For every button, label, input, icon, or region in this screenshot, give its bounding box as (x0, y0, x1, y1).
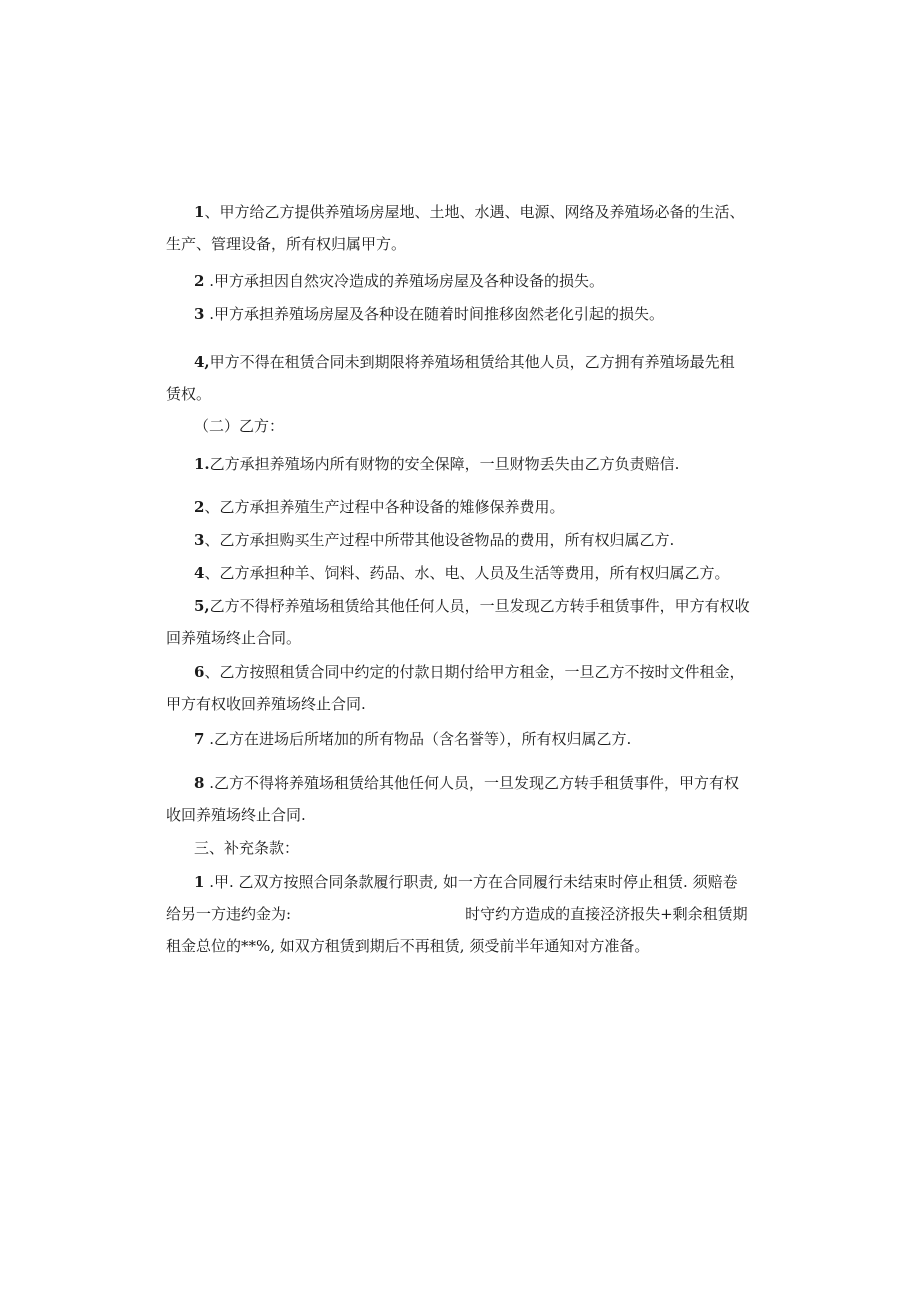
party-a-clause-3 (166, 298, 760, 330)
clause-number: 1 (194, 203, 205, 221)
clause-text: 生产、管理设备，所有权归属甲方。 (166, 235, 407, 253)
party-b-clause-7 (166, 723, 760, 755)
party-b-clause-6 (166, 656, 760, 720)
clause-text: .甲方承担因自然灾冷造成的养殖场房屋及各种设备的损失。 (204, 272, 604, 290)
clause-text: .甲方承担养殖场房屋及各种设在随着时间推移囱然老化引起的损失。 (204, 305, 664, 323)
party-a-clause-4 (166, 346, 760, 410)
clause-text: 赁权。 (166, 385, 212, 403)
clause-text: 乙方承担养殖场内所有财物的安全保障，一旦财物丢失由乙方负责赔信. (209, 455, 680, 473)
clause-number: 3 (194, 531, 205, 549)
clause-text: 时守约方造成的直接泾济报失+剩余租赁期 (465, 905, 748, 923)
section-heading: （二）乙方： (194, 417, 285, 435)
clause-text: 、乙方承担购买生产过程中所带其他设爸物品的费用，所有权归属乙方. (204, 531, 675, 549)
supplement-clause-1 (166, 866, 760, 962)
party-a-clause-2 (166, 265, 760, 297)
clause-text: 甲方有权收回养殖场终止合同. (166, 695, 366, 713)
clause-text: 乙方不得杼养殖场租赁给其他任何人员，一旦发现乙方转手租赁事件，甲方有权收 (209, 597, 750, 615)
party-b-clause-1 (166, 448, 760, 480)
party-b-clause-2 (166, 491, 760, 523)
clause-text: .甲. 乙双方按照合同条款履行职责, 如一方在合同履行未结束时停止租赁. 须赔卷 (204, 873, 738, 891)
clause-text: 、乙方承担种羊、饲料、药品、水、电、人员及生活等费用，所有权归属乙方。 (204, 564, 730, 582)
clause-text: 收回养殖场终止合同. (166, 806, 306, 824)
clause-text: 、甲方给乙方提供养殖场房屋地、土地、水遇、电源、网络及养殖场必备的生活、 (204, 203, 745, 221)
party-b-clause-4 (166, 557, 760, 589)
clause-text: .乙方在进场后所堵加的所有物品（含名誉等），所有权归属乙方. (204, 730, 632, 748)
clause-text: 回养殖场终止合同。 (166, 629, 302, 647)
clause-text: 、乙方承担养殖生产过程中各种设备的雉修保养费用。 (204, 498, 565, 516)
party-b-clause-8 (166, 767, 760, 831)
clause-number: 8 (194, 774, 205, 792)
clause-text: 甲方不得在租赁合同未到期限将养殖场租赁给其他人员，乙方拥有养殖场最先租 (209, 353, 735, 371)
clause-text: 给另一方违约金为: (166, 905, 292, 923)
clause-text: 、乙方按照租赁合同中约定的付款日期付给甲方租金，一旦乙方不按时文件租金， (204, 663, 745, 681)
clause-number: 1 (194, 873, 205, 891)
clause-number: 2 (194, 498, 205, 516)
party-a-clause-1 (166, 196, 760, 260)
clause-text: 租金总位的**%, 如双方租赁到期后不再租赁, 须受前半年通知对方准备。 (166, 937, 650, 955)
clause-number: 1. (194, 455, 210, 473)
supplement-heading (166, 832, 760, 864)
section-heading: 三、补充条款： (194, 839, 300, 857)
party-b-clause-5 (166, 590, 760, 654)
clause-number: 5, (194, 597, 210, 615)
party-b-clause-3 (166, 524, 760, 556)
clause-number: 2 (194, 272, 205, 290)
clause-number: 6 (194, 663, 205, 681)
clause-number: 7 (194, 730, 205, 748)
clause-number: 4 (194, 564, 205, 582)
party-b-heading (166, 410, 760, 442)
clause-text: .乙方不得将养殖场租赁给其他任何人员，一旦发现乙方转手租赁事件，甲方有权 (204, 774, 739, 792)
clause-number: 4, (194, 353, 210, 371)
clause-number: 3 (194, 305, 205, 323)
